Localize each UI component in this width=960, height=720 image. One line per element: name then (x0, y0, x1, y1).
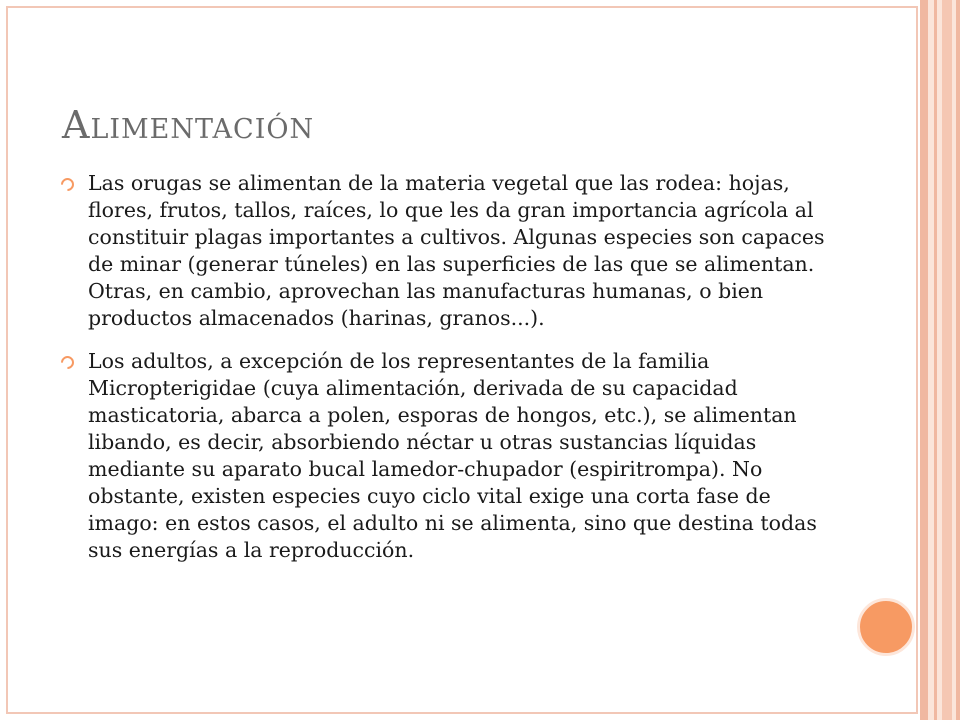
stripe (956, 0, 960, 720)
decorative-stripes (920, 0, 960, 720)
bullet-item (58, 170, 828, 332)
decorative-circle (857, 598, 915, 656)
bullet-item (58, 348, 828, 564)
slide-title: Alimentación (62, 103, 315, 147)
circle-bullet-icon (58, 353, 76, 371)
bullet-text: Las orugas se alimentan de la materia vegetal que las rodea: hojas, flores, frutos, tallos, raíces, lo que les da gran importancia agrícola al constituir plagas importantes a cultivos. Algunas especies son capaces de minar (generar túneles) en las superficies de las que se alimentan. Otras, en cambio, aprovechan las manufacturas humanas, o bien productos almacenados (harinas, granos...). (88, 171, 825, 330)
stripe (942, 0, 952, 720)
circle-bullet-icon (58, 175, 76, 193)
stripe (934, 0, 937, 720)
bullet-text: Los adultos, a excepción de los representantes de la familia Micropterigidae (cuya alimentación, derivada de su capacidad masticatoria, abarca a polen, esporas de hongos, etc.), se alimentan libando, es decir, absorbiendo néctar u otras sustancias líquidas mediante su aparato bucal lamedor-chupador (espiritrompa). No obstante, existen especies cuyo ciclo vital exige una corta fase de imago: en estos casos, el adulto ni se alimenta, sino que destina todas sus energías a la reproducción. (88, 349, 817, 562)
bullet-list (58, 170, 828, 580)
stripe (920, 0, 928, 720)
